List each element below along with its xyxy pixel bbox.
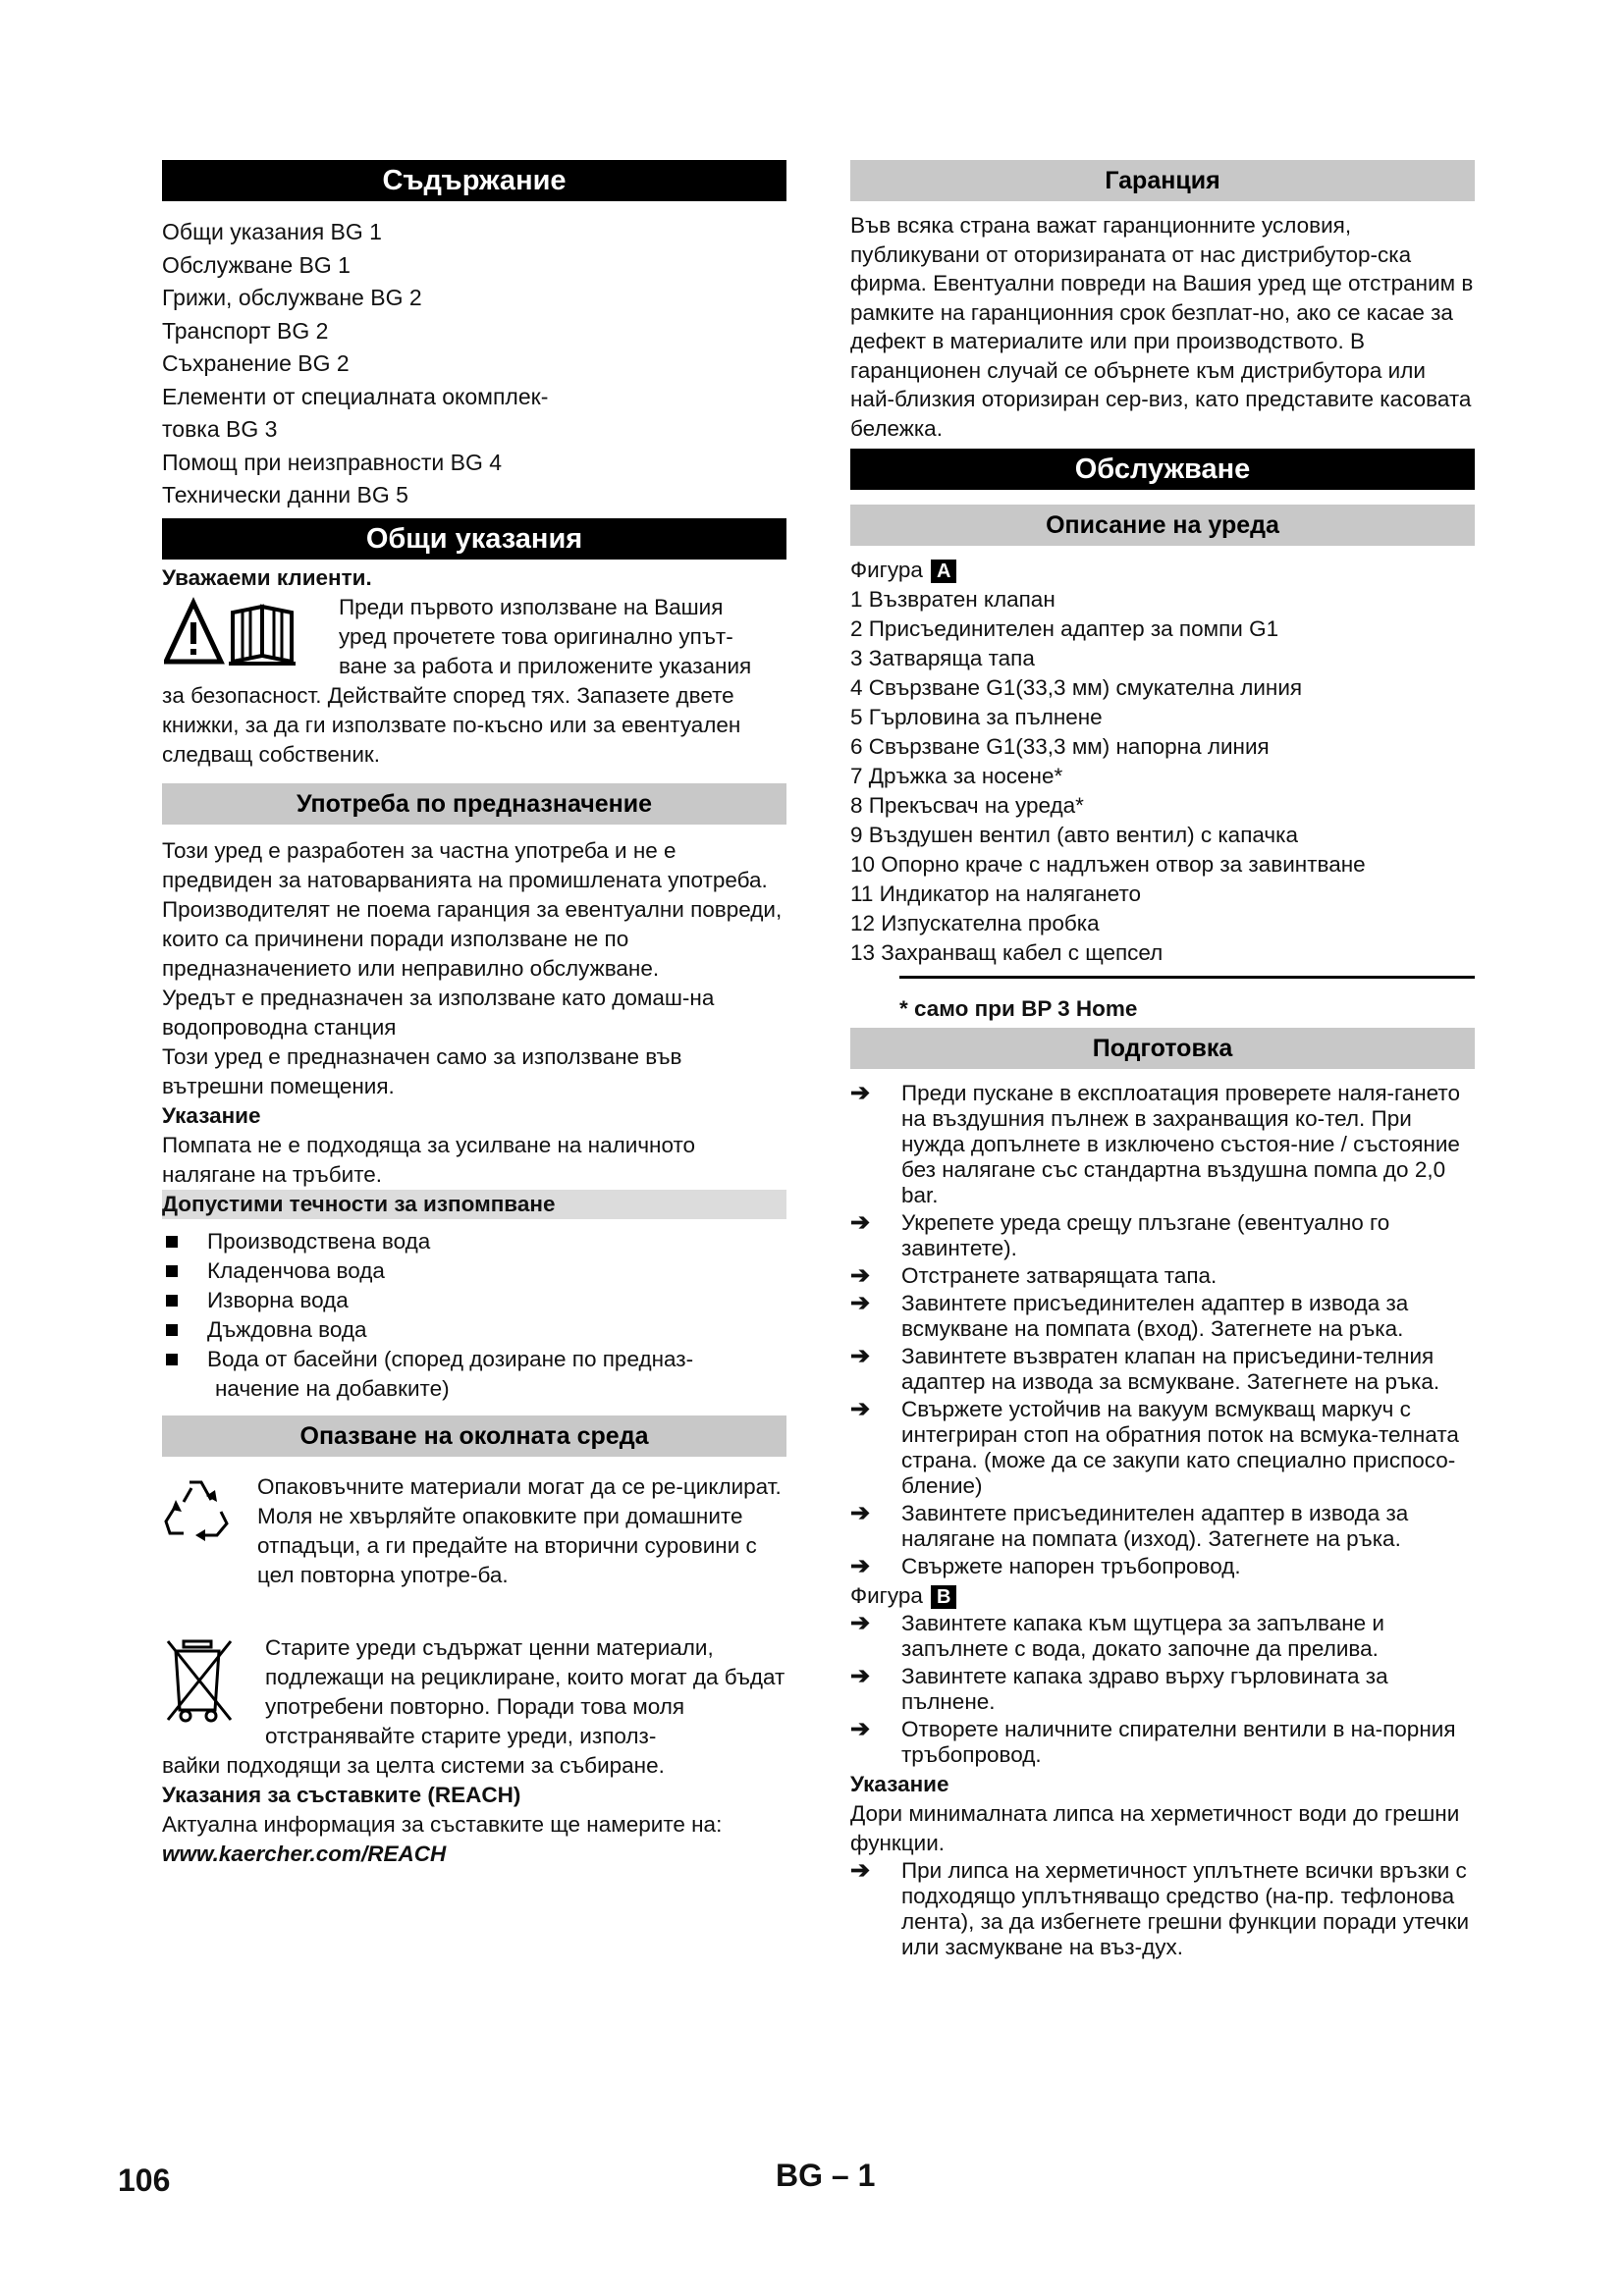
figure-b-ref: Фигура B [850, 1581, 1475, 1611]
list-item: 7 Дръжка за носене* [850, 764, 1063, 788]
note-title: Указание [850, 1772, 949, 1796]
reach-text: Актуална информация за съставките ще намерите на: [162, 1811, 723, 1837]
arrow-right-icon: ➔ [850, 1396, 871, 1422]
weee-rest: вайки подходящи за целта системи за събиране. [162, 1752, 665, 1778]
toc-heading: Съдържание [162, 160, 786, 201]
note-text: Помпата не е подходяща за усилване на наличното налягане на тръбите. [162, 1132, 696, 1187]
list-item: ➔ Завинтете присъединителен адаптер в извода за всмукване на помпата (вход). Затегнете на ръка. [850, 1290, 1409, 1341]
list-item: Изворна вода [162, 1286, 786, 1315]
list-item: 10 Опорно краче с надлъжен отвор за завинтване [850, 852, 1366, 877]
square-bullet-icon [166, 1295, 178, 1307]
list-item: Вода от басейни (според дозиране по предназ- [162, 1345, 786, 1374]
list-item: 8 Прекъсвач на уреда* [850, 793, 1084, 818]
manual-warning-block [162, 593, 786, 681]
arrow-right-icon: ➔ [850, 1857, 871, 1884]
list-item: ➔ Свържете напорен тръбопровод. [850, 1553, 1241, 1579]
list-item: ➔ Завинтете капака към щутцера за запълване и запълнете с вода, докато започне да прелива. [850, 1610, 1384, 1661]
toc-item[interactable]: Съхранение BG 2 [162, 350, 350, 376]
toc-item[interactable]: Обслужване BG 1 [162, 251, 351, 278]
preparation-steps-c [850, 1858, 1475, 1960]
list-item: ➔ При липса на херметичност уплътнете всички връзки с подходящо уплътняващо средство (на-пр. тефлонова лента), за да избегнете грешни функции поради утечки или засмукване на въз-дух. [850, 1857, 1470, 1959]
arrow-right-icon: ➔ [850, 1290, 871, 1316]
toc-item[interactable]: Помощ при неизправности BG 4 [162, 449, 503, 475]
intro-line: ване за работа и приложените указания [339, 653, 752, 678]
description-heading: Описание на уреда [850, 505, 1475, 546]
arrow-right-icon: ➔ [850, 1080, 871, 1106]
list-item: 6 Свързване G1(33,3 мм) напорна линия [850, 734, 1270, 759]
recycle-text: Опаковъчните материали могат да се ре-циклират. Моля не хвърляйте опаковките при домашните отпадъци, а ги предайте на вторични суровини с цел повторна употре-ба. [257, 1473, 782, 1587]
toc-list [162, 216, 786, 512]
toc-item[interactable]: Технически данни BG 5 [162, 482, 408, 507]
list-item: 13 Захранващ кабел с щепсел [850, 940, 1164, 965]
arrow-right-icon: ➔ [850, 1610, 871, 1636]
preparation-heading: Подготовка [850, 1028, 1475, 1069]
list-item: 9 Въздушен вентил (авто вентил) с капачка [850, 823, 1298, 847]
reach-link[interactable]: www.kaercher.com/REACH [162, 1841, 447, 1866]
reach-title: Указания за съставките (REACH) [162, 1782, 521, 1807]
weee-block [162, 1633, 786, 1751]
list-item: Кладенчова вода [162, 1256, 786, 1286]
weee-text: Старите уреди съдържат ценни материали, подлежащи на рециклиране, които могат да бъдат употребени повторно. Поради това моля отстранявайте старите уреди, използ- [265, 1634, 785, 1748]
intro-rest: за безопасност. Действайте според тях. Запазете двете книжки, за да ги използвате по-късно или за евентуален следващ собственик. [162, 682, 741, 767]
intended-use-p1: Този уред е разработен за частна употреба и не е предвиден за натоварванията на промишлената употреба. [162, 837, 768, 892]
list-item: ➔ Преди пускане в експлоатация проверете наля-гането на въздушния пълнеж в захранващия ко-тел. При нужда допълнете в изключено състоя-ние / състояние без налягане със стандартна въздушна помпа до 2,0 bar. [850, 1080, 1460, 1207]
crossed-bin-icon [162, 1633, 241, 1728]
square-bullet-icon [166, 1236, 178, 1248]
fluids-title: Допустими течности за изпомпване [162, 1190, 786, 1219]
general-heading: Общи указания [162, 518, 786, 560]
note-text: Дори минималната липса на херметичност води до грешни функции. [850, 1801, 1460, 1855]
intended-use-p2: Производителят не поема гаранция за евентуални повреди, които са причинени поради използване не по предназначението или неправилно обслужване. [162, 896, 783, 981]
recycle-icon [162, 1472, 233, 1543]
figure-a-badge: A [931, 560, 956, 583]
left-column [162, 160, 786, 1869]
arrow-right-icon: ➔ [850, 1343, 871, 1369]
list-item: ➔ Завинтете присъединителен адаптер в извода за налягане на помпата (изход). Затегнете на ръка. [850, 1500, 1409, 1551]
square-bullet-icon [166, 1265, 178, 1277]
list-item: 5 Гърловина за пълнене [850, 705, 1103, 729]
arrow-right-icon: ➔ [850, 1262, 871, 1289]
preparation-steps [850, 1081, 1475, 1579]
list-item: Производствена вода [162, 1227, 786, 1256]
fluids-list [162, 1227, 786, 1404]
list-item: ➔ Завинтете възвратен клапан на присъедини-телния адаптер на извода за всмукване. Затегнете на ръка. [850, 1343, 1440, 1394]
toc-item[interactable]: Общи указания BG 1 [162, 219, 382, 244]
arrow-right-icon: ➔ [850, 1553, 871, 1579]
operation-heading: Обслужване [850, 449, 1475, 490]
toc-item[interactable]: Грижи, обслужване BG 2 [162, 285, 422, 310]
page-number: 106 [118, 2163, 171, 2198]
arrow-right-icon: ➔ [850, 1716, 871, 1742]
list-item: ➔ Отворете наличните спирателни вентили в на-порния тръбопровод. [850, 1716, 1456, 1767]
list-item: 1 Възвратен клапан [850, 587, 1056, 612]
list-item: ➔ Свържете устойчив на вакуум всмукващ маркуч с интегриран стоп на обратния поток на всмука-телната страна. (може да се закупи като специално приспосо-бление) [850, 1396, 1459, 1498]
intro-line: Преди първото използване на Вашия [339, 594, 724, 619]
list-item: 4 Свързване G1(33,3 мм) смукателна линия [850, 675, 1303, 700]
list-item: 3 Затваряща тапа [850, 646, 1035, 670]
figure-a-ref: Фигура A [850, 556, 1475, 585]
intended-use-heading: Употреба по предназначение [162, 783, 786, 825]
list-item-continuation: начение на добавките) [215, 1375, 450, 1401]
list-item: ➔ Укрепете уреда срещу плъзгане (евентуално го завинтете). [850, 1209, 1390, 1260]
divider [899, 976, 1475, 979]
list-item: ➔ Завинтете капака здраво върху гърловината за пълнене. [850, 1663, 1388, 1714]
warning-book-icon [164, 597, 303, 667]
intended-use-p4: Този уред е предназначен само за използване във вътрешни помещения. [162, 1043, 682, 1098]
arrow-right-icon: ➔ [850, 1500, 871, 1526]
note-title: Указание [162, 1102, 261, 1128]
recycle-block [162, 1472, 786, 1620]
intro-line: уред прочетете това оригинално упът- [339, 623, 733, 649]
square-bullet-icon [166, 1324, 178, 1336]
list-item: 12 Изпускателна пробка [850, 911, 1100, 935]
arrow-right-icon: ➔ [850, 1209, 871, 1236]
environment-heading: Опазване на околната среда [162, 1415, 786, 1457]
parts-list [850, 585, 1475, 968]
list-item: ➔ Отстранете затварящата тапа. [850, 1262, 1218, 1289]
warranty-text: Във всяка страна важат гаранционните условия, публикувани от оторизираната от нас дистрибутор-ска фирма. Евентуални повреди на Вашия уред ще отстраним в рамките на гаранционния срок безплат-но, ако се касае за дефект в материалите или при производството. В гаранционен случай се обърнете към дистрибутора или най-близкия оторизиран сер-виз, като представите касовата бележка. [850, 213, 1474, 441]
list-item: 2 Присъединителен адаптер за помпи G1 [850, 616, 1279, 641]
warranty-heading: Гаранция [850, 160, 1475, 201]
toc-item[interactable]: товка BG 3 [162, 416, 278, 442]
arrow-right-icon: ➔ [850, 1663, 871, 1689]
intended-use-p3: Уредът е предназначен за използване като домаш-на водопроводна станция [162, 985, 715, 1040]
preparation-steps-b [850, 1611, 1475, 1768]
page-code: BG – 1 [776, 2158, 876, 2193]
right-column [850, 160, 1475, 1962]
toc-item[interactable]: Транспорт BG 2 [162, 317, 329, 344]
footnote: * само при BP 3 Home [899, 996, 1138, 1021]
figure-b-badge: B [931, 1585, 956, 1609]
greeting: Уважаеми клиенти. [162, 564, 372, 590]
list-item: Дъждовна вода [162, 1315, 786, 1345]
list-item: 11 Индикатор на налягането [850, 881, 1142, 906]
toc-item[interactable]: Елементи от специалната окомплек- [162, 383, 549, 409]
square-bullet-icon [166, 1354, 178, 1365]
